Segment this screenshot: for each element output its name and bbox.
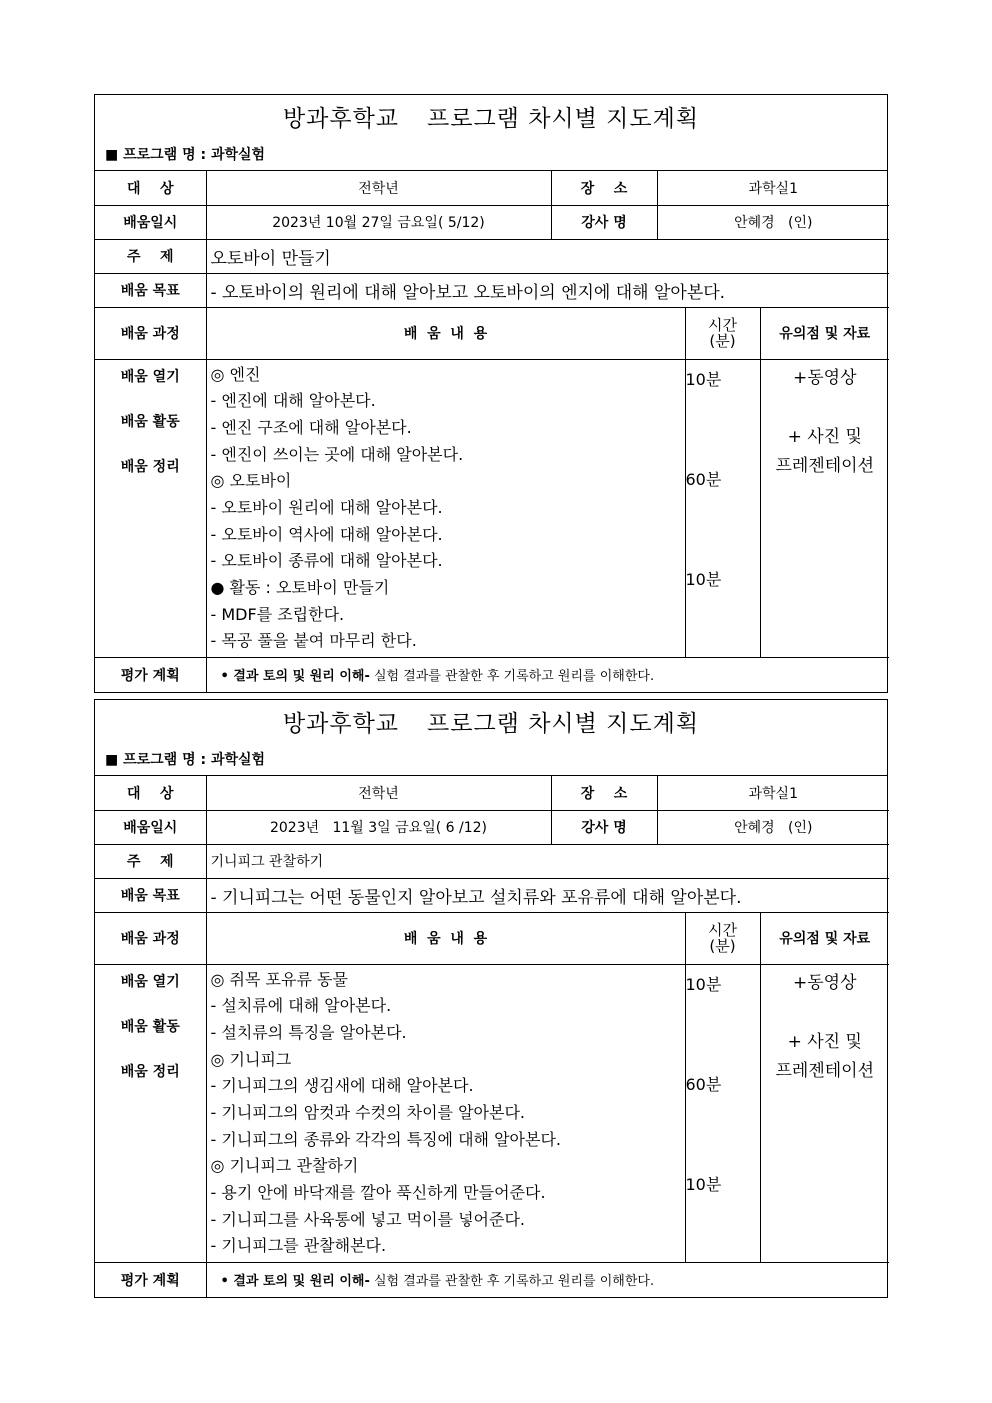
time-item: 60분 (685, 469, 722, 489)
target-value: 전학년 (206, 776, 551, 810)
goal-value: - 기니피그는 어떤 동물인지 알아보고 설치류와 포유류에 대해 알아본다. (206, 878, 889, 912)
plan-title-part-a: 방과후학교 (282, 710, 400, 737)
goal-label: 배움 목표 (95, 273, 206, 307)
eval-label: 평가 계획 (95, 658, 206, 692)
steps-column (95, 964, 206, 1263)
eval-label: 평가 계획 (95, 1263, 206, 1297)
content-line: ◎ 오토바이 (210, 471, 292, 491)
step-item: 배움 열기 (120, 973, 180, 990)
content-line: - 기니피그의 종류와 각각의 특징에 대해 알아본다. (210, 1129, 561, 1149)
time-item: 10분 (685, 369, 722, 389)
plan-title-part-b: 프로그램 차시별 지도계획 (427, 105, 700, 132)
times-column (685, 964, 760, 1263)
time-item: 10분 (685, 974, 722, 994)
teacher-label: 강사 명 (551, 205, 657, 239)
eval-value (206, 1263, 889, 1297)
content-line: ◎ 기니피그 (210, 1049, 292, 1069)
step-item: 배움 활동 (120, 1018, 180, 1035)
program-name: ■ 프로그램 명 : 과학실험 (95, 742, 887, 776)
eval-text: 실험 결과를 관찰한 후 기록하고 원리를 이해한다. (369, 1274, 655, 1290)
content-line: - 오토바이 원리에 대해 알아본다. (210, 497, 443, 517)
notes-presentation: 프레젠테이션 (775, 1060, 875, 1081)
plan-title-part-b: 프로그램 차시별 지도계획 (427, 710, 700, 737)
teacher-value: 안혜경 (인) (657, 205, 889, 239)
goal-label: 배움 목표 (95, 878, 206, 912)
time-header-line1: 시간 (708, 316, 737, 334)
topic-value: 오토바이 만들기 (206, 239, 889, 273)
notes-video: +동영상 (792, 367, 857, 388)
time-item: 10분 (685, 569, 722, 589)
eval-value (206, 658, 889, 692)
content-line: - 엔진에 대해 알아본다. (210, 391, 376, 411)
step-item: 배움 열기 (120, 368, 180, 385)
date-label: 배움일시 (95, 205, 206, 239)
content-line: ◎ 쥐목 포유류 동물 (210, 969, 348, 989)
time-header (685, 912, 760, 964)
content-line: - 오토바이 종류에 대해 알아본다. (210, 551, 443, 571)
content-header: 배 움 내 용 (206, 912, 685, 964)
step-item: 배움 정리 (120, 1063, 180, 1080)
plan-title-part-a: 방과후학교 (282, 105, 400, 132)
step-item: 배움 정리 (120, 458, 180, 475)
plan-table (95, 171, 889, 692)
process-header: 배움 과정 (95, 912, 206, 964)
contents-column (206, 964, 685, 1263)
time-item: 10분 (685, 1174, 722, 1194)
goal-value: - 오토바이의 원리에 대해 알아보고 오토바이의 엔지에 대해 알아본다. (206, 273, 889, 307)
content-line: - 오토바이 역사에 대해 알아본다. (210, 524, 443, 544)
lesson-plan-2 (94, 699, 888, 1298)
content-line: ● 활동 : 오토바이 만들기 (210, 578, 390, 597)
plan-title (95, 700, 887, 742)
content-line: - 용기 안에 바닥재를 깔아 푹신하게 만들어준다. (210, 1183, 546, 1202)
content-line: - MDF를 조립한다. (210, 604, 345, 624)
notes-column (760, 964, 889, 1263)
topic-label: 주 제 (95, 239, 206, 273)
topic-label: 주 제 (95, 844, 206, 878)
content-line: ◎ 엔진 (210, 364, 261, 384)
notes-presentation: 프레젠테이션 (775, 455, 875, 476)
notes-header: 유의점 및 자료 (760, 307, 889, 359)
topic-value: 기니피그 관찰하기 (206, 844, 889, 878)
target-value: 전학년 (206, 171, 551, 205)
times-column (685, 359, 760, 658)
notes-photo: + 사진 및 (787, 1031, 862, 1052)
date-label: 배움일시 (95, 810, 206, 844)
time-header-line1: 시간 (708, 921, 737, 939)
content-header: 배 움 내 용 (206, 307, 685, 359)
content-line: - 설치류에 대해 알아본다. (210, 996, 392, 1016)
plan-title (95, 95, 887, 137)
content-line: - 기니피그의 생김새에 대해 알아본다. (210, 1076, 474, 1096)
place-value: 과학실1 (657, 171, 889, 205)
eval-bold: • 결과 토의 및 원리 이해- (220, 669, 370, 685)
content-line: ◎ 기니피그 관찰하기 (210, 1156, 359, 1176)
place-label: 장 소 (551, 171, 657, 205)
lesson-plan-1 (94, 94, 888, 693)
content-line: - 기니피그를 사육통에 넣고 먹이를 넣어준다. (210, 1209, 525, 1229)
eval-text: 실험 결과를 관찰한 후 기록하고 원리를 이해한다. (369, 669, 655, 685)
time-header-line2: (분) (709, 332, 736, 350)
date-value: 2023년 10월 27일 금요일( 5/12) (206, 205, 551, 239)
place-label: 장 소 (551, 776, 657, 810)
plan-table (95, 776, 889, 1297)
time-header (685, 307, 760, 359)
step-item: 배움 활동 (120, 413, 180, 430)
contents-column (206, 359, 685, 658)
content-line: - 목공 풀을 붙여 마무리 한다. (210, 631, 417, 651)
content-line: - 엔진 구조에 대해 알아본다. (210, 417, 412, 437)
teacher-label: 강사 명 (551, 810, 657, 844)
date-value: 2023년 11월 3일 금요일( 6 /12) (206, 810, 551, 844)
content-line: - 기니피그의 암컷과 수컷의 차이를 알아본다. (210, 1102, 525, 1122)
notes-video: +동영상 (792, 972, 857, 993)
steps-column (95, 359, 206, 658)
place-value: 과학실1 (657, 776, 889, 810)
content-line: - 엔진이 쓰이는 곳에 대해 알아본다. (210, 444, 464, 464)
teacher-value: 안혜경 (인) (657, 810, 889, 844)
notes-column (760, 359, 889, 658)
content-line: - 설치류의 특징을 알아본다. (210, 1022, 407, 1042)
eval-bold: • 결과 토의 및 원리 이해- (220, 1274, 370, 1290)
time-item: 60분 (685, 1074, 722, 1094)
process-header: 배움 과정 (95, 307, 206, 359)
time-header-line2: (분) (709, 937, 736, 955)
program-name: ■ 프로그램 명 : 과학실험 (95, 137, 887, 171)
target-label: 대 상 (95, 171, 206, 205)
notes-photo: + 사진 및 (787, 426, 862, 447)
notes-header: 유의점 및 자료 (760, 912, 889, 964)
content-line: - 기니피그를 관찰해본다. (210, 1236, 387, 1256)
target-label: 대 상 (95, 776, 206, 810)
